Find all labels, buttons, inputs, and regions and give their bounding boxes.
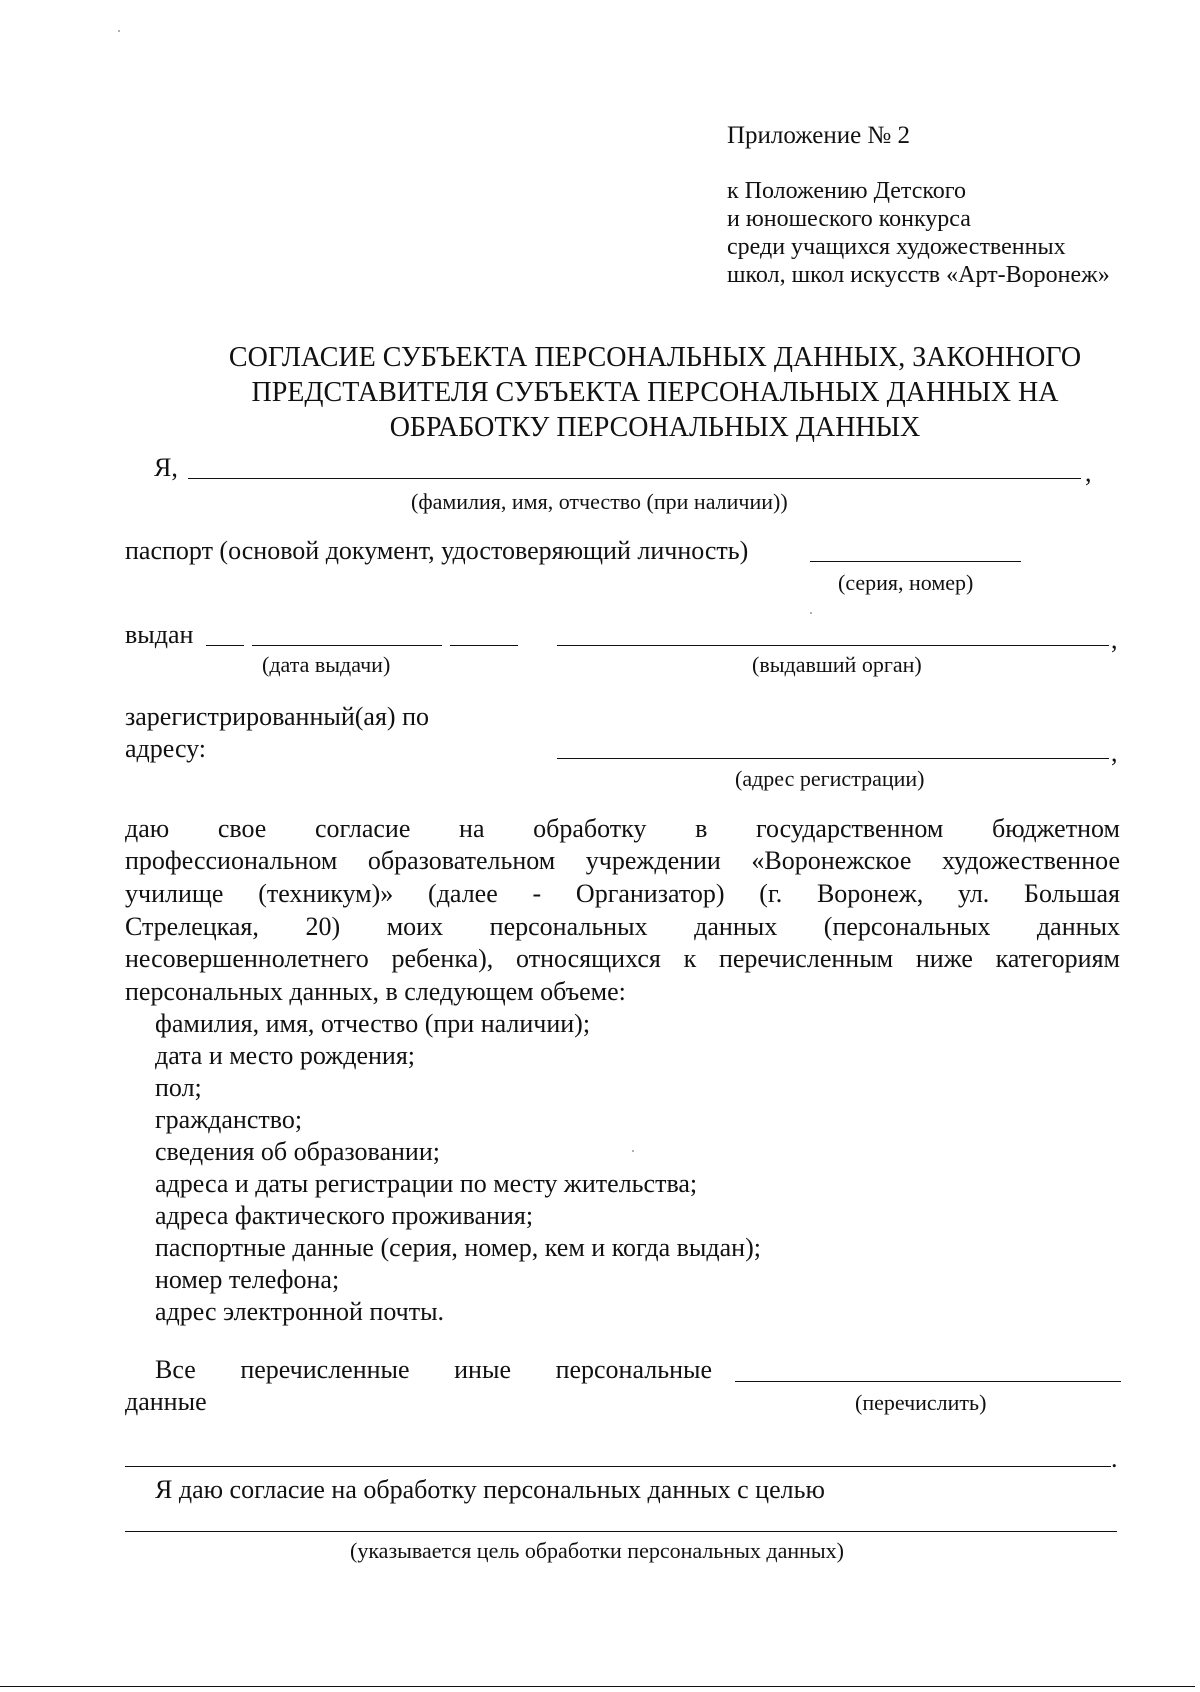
issued-comma: , <box>1111 625 1118 654</box>
i-label: Я, <box>154 453 178 482</box>
passport-number-field-line[interactable] <box>810 561 1021 562</box>
appendix-line-3: среди учащихся художественных <box>727 234 1066 260</box>
consent-word: бюджетном <box>991 814 1120 843</box>
category-item: сведения об образовании; <box>155 1137 440 1166</box>
other-data-word: персональные <box>555 1355 712 1384</box>
category-item: пол; <box>155 1073 202 1102</box>
consent-word: на <box>459 814 485 843</box>
other-data-word: Все <box>155 1355 196 1384</box>
other-data-line <box>155 1355 712 1385</box>
category-item: адреса и даты регистрации по месту жительства; <box>155 1169 698 1198</box>
scan-speck <box>632 1150 634 1152</box>
other-data-field-line[interactable] <box>735 1381 1121 1382</box>
category-item: гражданство; <box>155 1105 303 1134</box>
consent-word: согласие <box>314 814 411 843</box>
consent-word: в <box>695 814 708 843</box>
passport-label: паспорт (основой документ, удостоверяющий личность) <box>125 536 749 565</box>
issuer-caption: (выдавший орган) <box>752 652 922 677</box>
address-comma: , <box>1111 738 1118 767</box>
consent-line-4: Стрелецкая, 20) моих персональных данных (персональных данных <box>125 912 1120 941</box>
fio-comma: , <box>1085 458 1092 487</box>
address-caption: (адрес регистрации) <box>735 766 925 791</box>
consent-first-line <box>125 814 1120 844</box>
consent-word: свое <box>217 814 267 843</box>
issued-label: выдан <box>125 620 194 649</box>
fio-field-line[interactable] <box>188 478 1081 479</box>
appendix-line-1: к Положению Детского <box>727 178 967 204</box>
issue-date-field-line-3[interactable] <box>450 645 518 646</box>
category-item: номер телефона; <box>155 1265 340 1294</box>
fio-caption: (фамилия, имя, отчество (при наличии)) <box>411 489 788 514</box>
consent-line-5: несовершеннолетнего ребенка), относящихся к перечисленным ниже категориям <box>125 944 1120 973</box>
registered-label-line-1: зарегистрированный(ая) по <box>125 702 429 731</box>
consent-word: государственном <box>755 814 944 843</box>
consent-word: даю <box>125 814 170 843</box>
issue-date-field-line-2[interactable] <box>252 645 442 646</box>
scan-speck <box>810 612 812 614</box>
appendix-line-2: и юношеского конкурса <box>727 206 971 232</box>
registered-label-line-2: адресу: <box>125 734 207 763</box>
other-data-second-word: данные <box>125 1387 207 1416</box>
appendix-line-4: школ, школ искусств «Арт-Воронеж» <box>727 262 1110 288</box>
appendix-number: Приложение № 2 <box>727 122 911 149</box>
document-title-line-3: ОБРАБОТКУ ПЕРСОНАЛЬНЫХ ДАННЫХ <box>389 412 921 443</box>
other-data-period: . <box>1111 1444 1118 1473</box>
document-title-line-2: ПРЕДСТАВИТЕЛЯ СУБЪЕКТА ПЕРСОНАЛЬНЫХ ДАННЫХ НА <box>251 377 1059 408</box>
category-item: адреса фактического проживания; <box>155 1201 534 1230</box>
other-data-word: перечисленные <box>240 1355 410 1384</box>
address-field-line[interactable] <box>557 758 1109 759</box>
issue-date-caption: (дата выдачи) <box>262 652 391 677</box>
consent-line-6: персональных данных, в следующем объеме: <box>125 977 626 1006</box>
category-item: дата и место рождения; <box>155 1041 416 1070</box>
purpose-field-line[interactable] <box>125 1531 1117 1532</box>
category-item: адрес электронной почты. <box>155 1297 445 1326</box>
scan-edge-line <box>0 1686 1195 1687</box>
purpose-text: Я даю согласие на обработку персональных данных с целью <box>155 1475 825 1504</box>
scan-speck <box>118 30 120 32</box>
consent-line-3: училище (техникум)» (далее - Организатор) (г. Воронеж, ул. Большая <box>125 879 1120 908</box>
other-data-caption: (перечислить) <box>855 1390 987 1415</box>
issue-date-field-line-1[interactable] <box>206 645 244 646</box>
other-data-word: иные <box>454 1355 511 1384</box>
consent-line-2: профессиональном образовательном учреждении «Воронежское художественное <box>125 846 1120 875</box>
category-item: фамилия, имя, отчество (при наличии); <box>155 1009 591 1038</box>
document-title-line-1: СОГЛАСИЕ СУБЪЕКТА ПЕРСОНАЛЬНЫХ ДАННЫХ, ЗАКОННОГО <box>228 342 1082 373</box>
other-data-continuation-line[interactable] <box>125 1466 1111 1467</box>
consent-word: обработку <box>533 814 647 843</box>
issuer-field-line[interactable] <box>557 645 1109 646</box>
category-item: паспортные данные (серия, номер, кем и когда выдан); <box>155 1233 761 1262</box>
passport-caption: (серия, номер) <box>838 570 974 595</box>
purpose-caption: (указывается цель обработки персональных данных) <box>350 1538 845 1563</box>
